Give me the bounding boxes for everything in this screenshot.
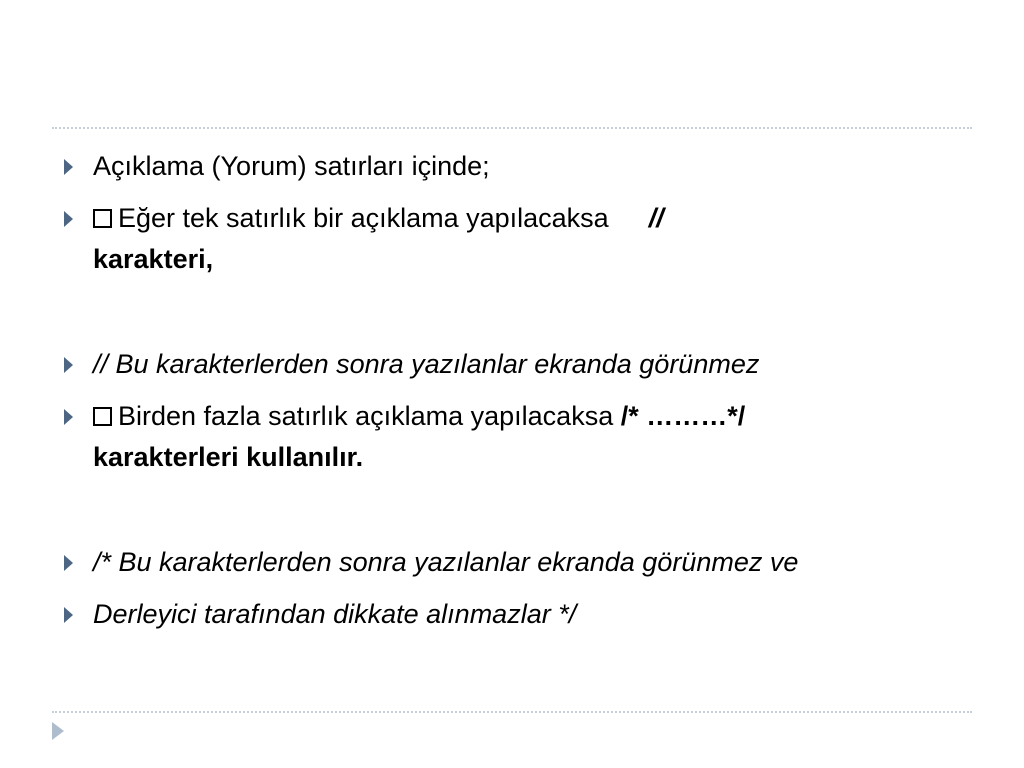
list-item — [64, 198, 964, 280]
checkbox-outline-icon — [93, 407, 112, 426]
item-text: // Bu karakterlerden sonra yazılanlar ekranda görünmez — [93, 349, 760, 379]
item-bold-line: karakterleri kullanılır. — [93, 442, 364, 472]
triangle-bullet-icon — [64, 159, 73, 175]
list-item — [64, 594, 964, 635]
corner-arrow-icon — [52, 722, 64, 740]
item-text: Açıklama (Yorum) satırları içinde; — [93, 151, 490, 181]
item-text: Eğer tek satırlık bir açıklama yapılacaksa — [118, 203, 609, 233]
item-text: Birden fazla satırlık açıklama yapılacaksa — [118, 401, 614, 431]
list-item — [64, 396, 964, 478]
item-bold-line: karakteri, — [93, 244, 214, 274]
item-text: Derleyici tarafından dikkate alınmazlar */ — [93, 599, 577, 629]
triangle-bullet-icon — [64, 409, 73, 425]
checkbox-outline-icon — [93, 209, 112, 228]
list-item — [64, 542, 964, 583]
item-text: /* Bu karakterlerden sonra yazılanlar ekranda görünmez ve — [93, 547, 799, 577]
bottom-dotted-divider — [52, 711, 972, 713]
list-item — [64, 146, 964, 187]
bullet-list — [64, 146, 964, 646]
triangle-bullet-icon — [64, 555, 73, 571]
item-bold-tail: // — [648, 203, 664, 233]
list-item — [64, 344, 964, 385]
item-bold-tail: /* ………*/ — [620, 401, 746, 431]
triangle-bullet-icon — [64, 607, 73, 623]
triangle-bullet-icon — [64, 357, 73, 373]
top-dotted-divider — [52, 127, 972, 129]
triangle-bullet-icon — [64, 211, 73, 227]
